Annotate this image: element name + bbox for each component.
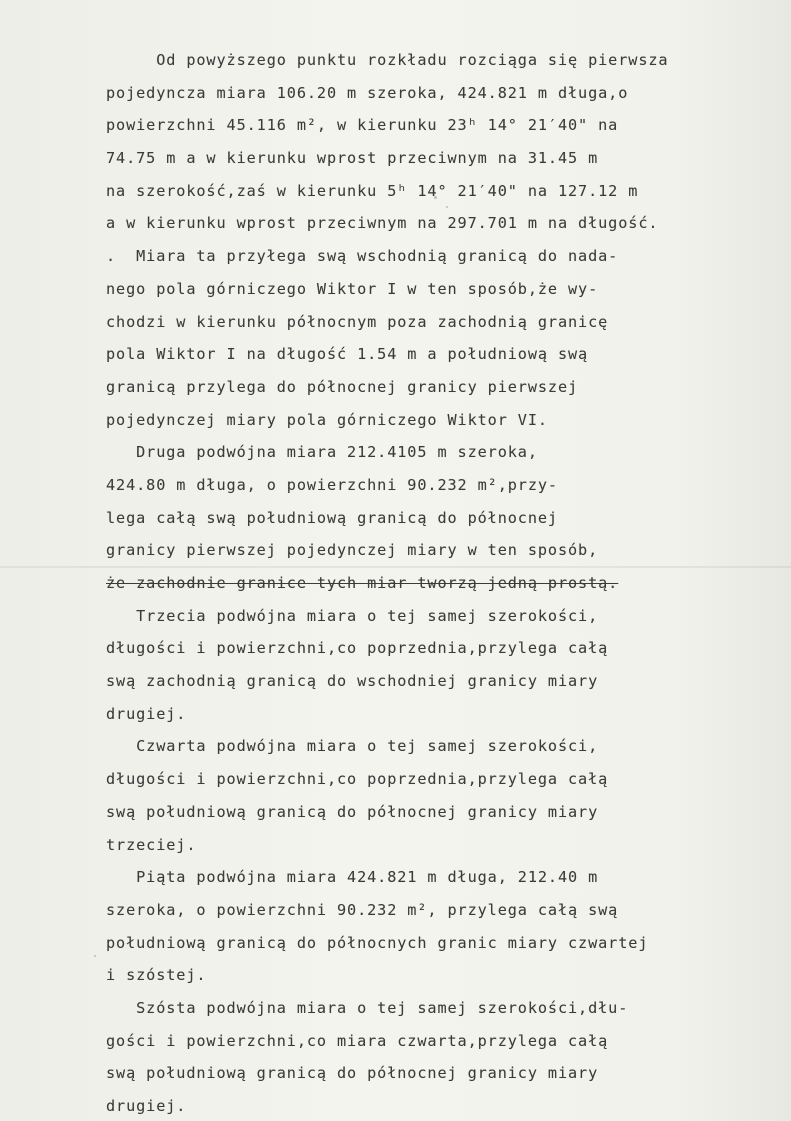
text-line: gości i powierzchni,co miara czwarta,przylega całą xyxy=(106,1031,609,1050)
text-line: 74.75 m a w kierunku wprost przeciwnym na 31.45 m xyxy=(106,149,599,168)
text-line: swą południową granicą do północnej granicy miary xyxy=(106,802,599,821)
text-line: swą południową granicą do północnej granicy miary xyxy=(106,1064,599,1083)
text-line: 424.80 m długa, o powierzchni 90.232 m²,przy- xyxy=(106,475,558,494)
text-line: granicą przylega do północnej granicy pierwszej xyxy=(106,377,579,396)
text-line: szeroka, o powierzchni 90.232 m², przylega całą swą xyxy=(106,900,619,919)
typewritten-text xyxy=(106,44,706,1121)
text-line: pola Wiktor I na długość 1.54 m a południową swą xyxy=(106,345,589,364)
text-line: a w kierunku wprost przeciwnym na 297.701 m na długość. xyxy=(106,214,659,233)
text-line: drugiej. xyxy=(106,704,187,723)
text-line: południową granicą do północnych granic miary czwartej xyxy=(106,933,649,952)
text-line: powierzchni 45.116 m², w kierunku 23ʰ 14° 21′40" na xyxy=(106,116,619,135)
text-line: Czwarta podwójna miara o tej samej szerokości, xyxy=(106,737,599,756)
text-line: granicy pierwszej pojedynczej miary w ten sposób, xyxy=(106,541,599,560)
text-line: długości i powierzchni,co poprzednia,przylega całą xyxy=(106,770,609,789)
text-line: Druga podwójna miara 212.4105 m szeroka, xyxy=(106,443,538,462)
ink-speck xyxy=(94,955,96,957)
text-line: chodzi w kierunku północnym poza zachodnią granicę xyxy=(106,312,609,331)
text-line: . Miara ta przyłega swą wschodnią granicą do nada- xyxy=(106,247,619,266)
text-line: swą zachodnią granicą do wschodniej granicy miary xyxy=(106,672,599,691)
text-line: Od powyższego punktu rozkładu rozciąga się pierwsza xyxy=(106,51,669,69)
text-line: pojedyncza miara 106.20 m szeroka, 424.821 m długa,o xyxy=(106,83,629,102)
text-line: na szerokość,zaś w kierunku 5ʰ 14° 21′40" na 127.12 m xyxy=(106,181,639,200)
text-line: nego pola górniczego Wiktor I w ten sposób,że wy- xyxy=(106,279,599,298)
text-line: Piąta podwójna miara 424.821 m długa, 212.40 m xyxy=(106,868,599,887)
text-line: drugiej. xyxy=(106,1097,187,1115)
text-line: lega całą swą południową granicą do północnej xyxy=(106,508,558,527)
text-line: Trzecia podwójna miara o tej samej szerokości, xyxy=(106,606,599,625)
text-line: długości i powierzchni,co poprzednia,przylega całą xyxy=(106,639,609,658)
struck-text-line: że zachodnie granice tych miar tworzą jedną prostą. xyxy=(106,574,619,592)
text-line: i szóstej. xyxy=(106,966,207,985)
text-line: pojedynczej miary pola górniczego Wiktor VI. xyxy=(106,410,548,429)
text-line: trzeciej. xyxy=(106,835,197,854)
text-line: Szósta podwójna miara o tej samej szerokości,dłu- xyxy=(106,998,629,1017)
